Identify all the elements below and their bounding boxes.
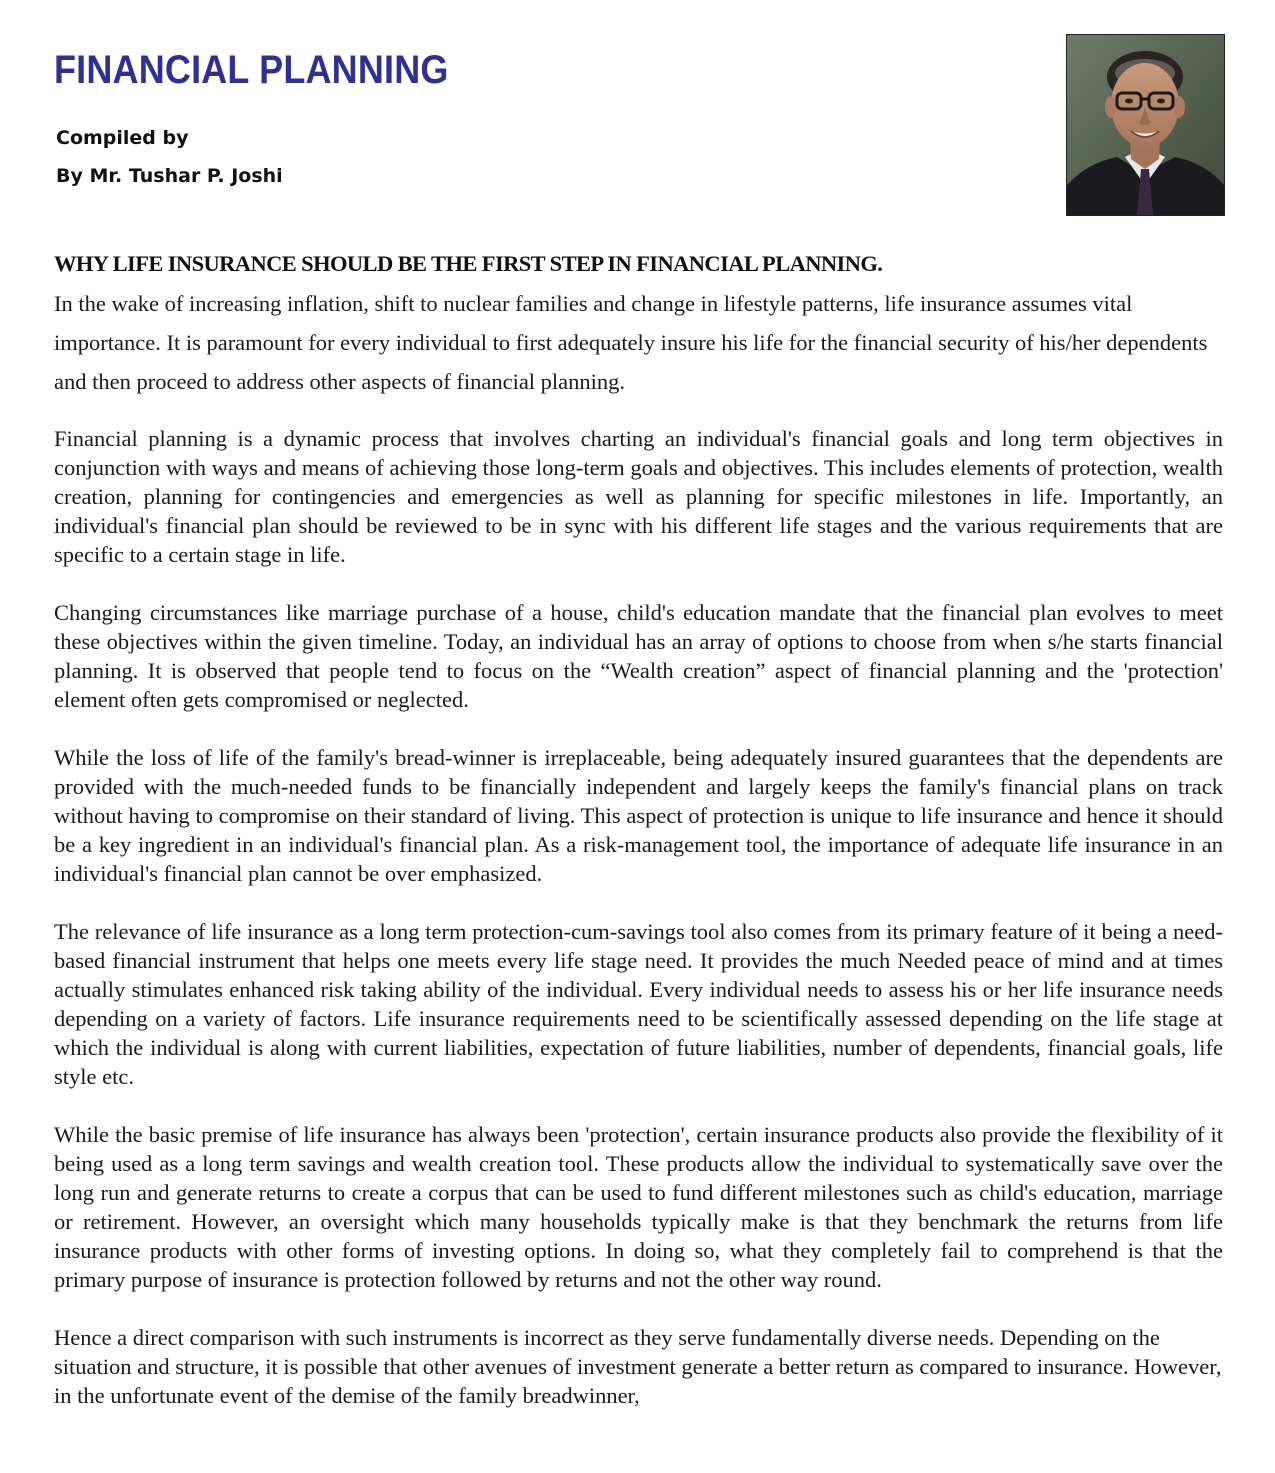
page-title: FINANCIAL PLANNING (54, 48, 449, 92)
body-paragraph: While the loss of life of the family's bread-winner is irreplaceable, being adequately insured guarantees that the dependents are provided with the much-needed funds to be financially independent and largely keeps the family's financial plans on track without having to compromise on their standard of living. This aspect of protection is unique to life insurance and hence it should be a key ingredient in an individual's financial plan. As a risk-management tool, the importance of adequate life insurance in an individual's financial plan cannot be over emphasized. (54, 745, 1223, 886)
body-paragraph: Hence a direct comparison with such instruments is incorrect as they serve fundamentally diverse needs. Depending on the situation and structure, it is possible that other avenues of investment generate a better return as compared to insurance. However, in the unfortunate event of the demise of the family breadwinner, (54, 1325, 1222, 1408)
author-name: By Mr. Tushar P. Joshi (56, 165, 283, 187)
author-photo (1066, 34, 1225, 216)
body-paragraph: The relevance of life insurance as a long term protection-cum-savings tool also comes from its primary feature of it being a need-based financial instrument that helps one meets every life stage need. It provides the much Needed peace of mind and at times actually stimulates enhanced risk taking ability of the individual. Every individual needs to assess his or her life insurance needs depending on a variety of factors. Life insurance requirements need to be scientifically assessed depending on the life stage at which the individual is along with current liabilities, expectation of future liabilities, number of dependents, financial goals, life style etc. (54, 919, 1223, 1089)
section-heading: WHY LIFE INSURANCE SHOULD BE THE FIRST STEP IN FINANCIAL PLANNING. (54, 251, 883, 276)
compiled-by-label: Compiled by (56, 127, 189, 149)
body-paragraph: Financial planning is a dynamic process that involves charting an individual's financial goals and long term objectives in conjunction with ways and means of achieving those long-term goals and objectives. This includes elements of protection, wealth creation, planning for contingencies and emergencies as well as planning for specific milestones in life. Importantly, an individual's financial plan should be reviewed to be in sync with his different life stages and the various requirements that are specific to a certain stage in life. (54, 426, 1223, 567)
author-portrait-image (1067, 35, 1224, 215)
body-paragraph: While the basic premise of life insurance has always been 'protection', certain insurance products also provide the flexibility of it being used as a long term savings and wealth creation tool. These products allow the individual to systematically save over the long run and generate returns to create a corpus that can be used to fund different milestones such as child's education, marriage or retirement. However, an oversight which many households typically make is that they benchmark the returns from life insurance products with other forms of investing options. In doing so, what they completely fail to comprehend is that the primary purpose of insurance is protection followed by returns and not the other way round. (54, 1122, 1223, 1292)
body-paragraph: Changing circumstances like marriage purchase of a house, child's education mandate that the financial plan evolves to meet these objectives within the given timeline. Today, an individual has an array of options to choose from when s/he starts financial planning. It is observed that people tend to focus on the “Wealth creation” aspect of financial planning and the 'protection' element often gets compromised or neglected. (54, 600, 1223, 712)
intro-paragraph: In the wake of increasing inflation, shift to nuclear families and change in lifestyle patterns, life insurance assumes vital importance. It is paramount for every individual to first adequately insure his life for the financial security of his/her dependents and then proceed to address other aspects of financial planning. (54, 291, 1208, 394)
article-body (54, 424, 1223, 1439)
